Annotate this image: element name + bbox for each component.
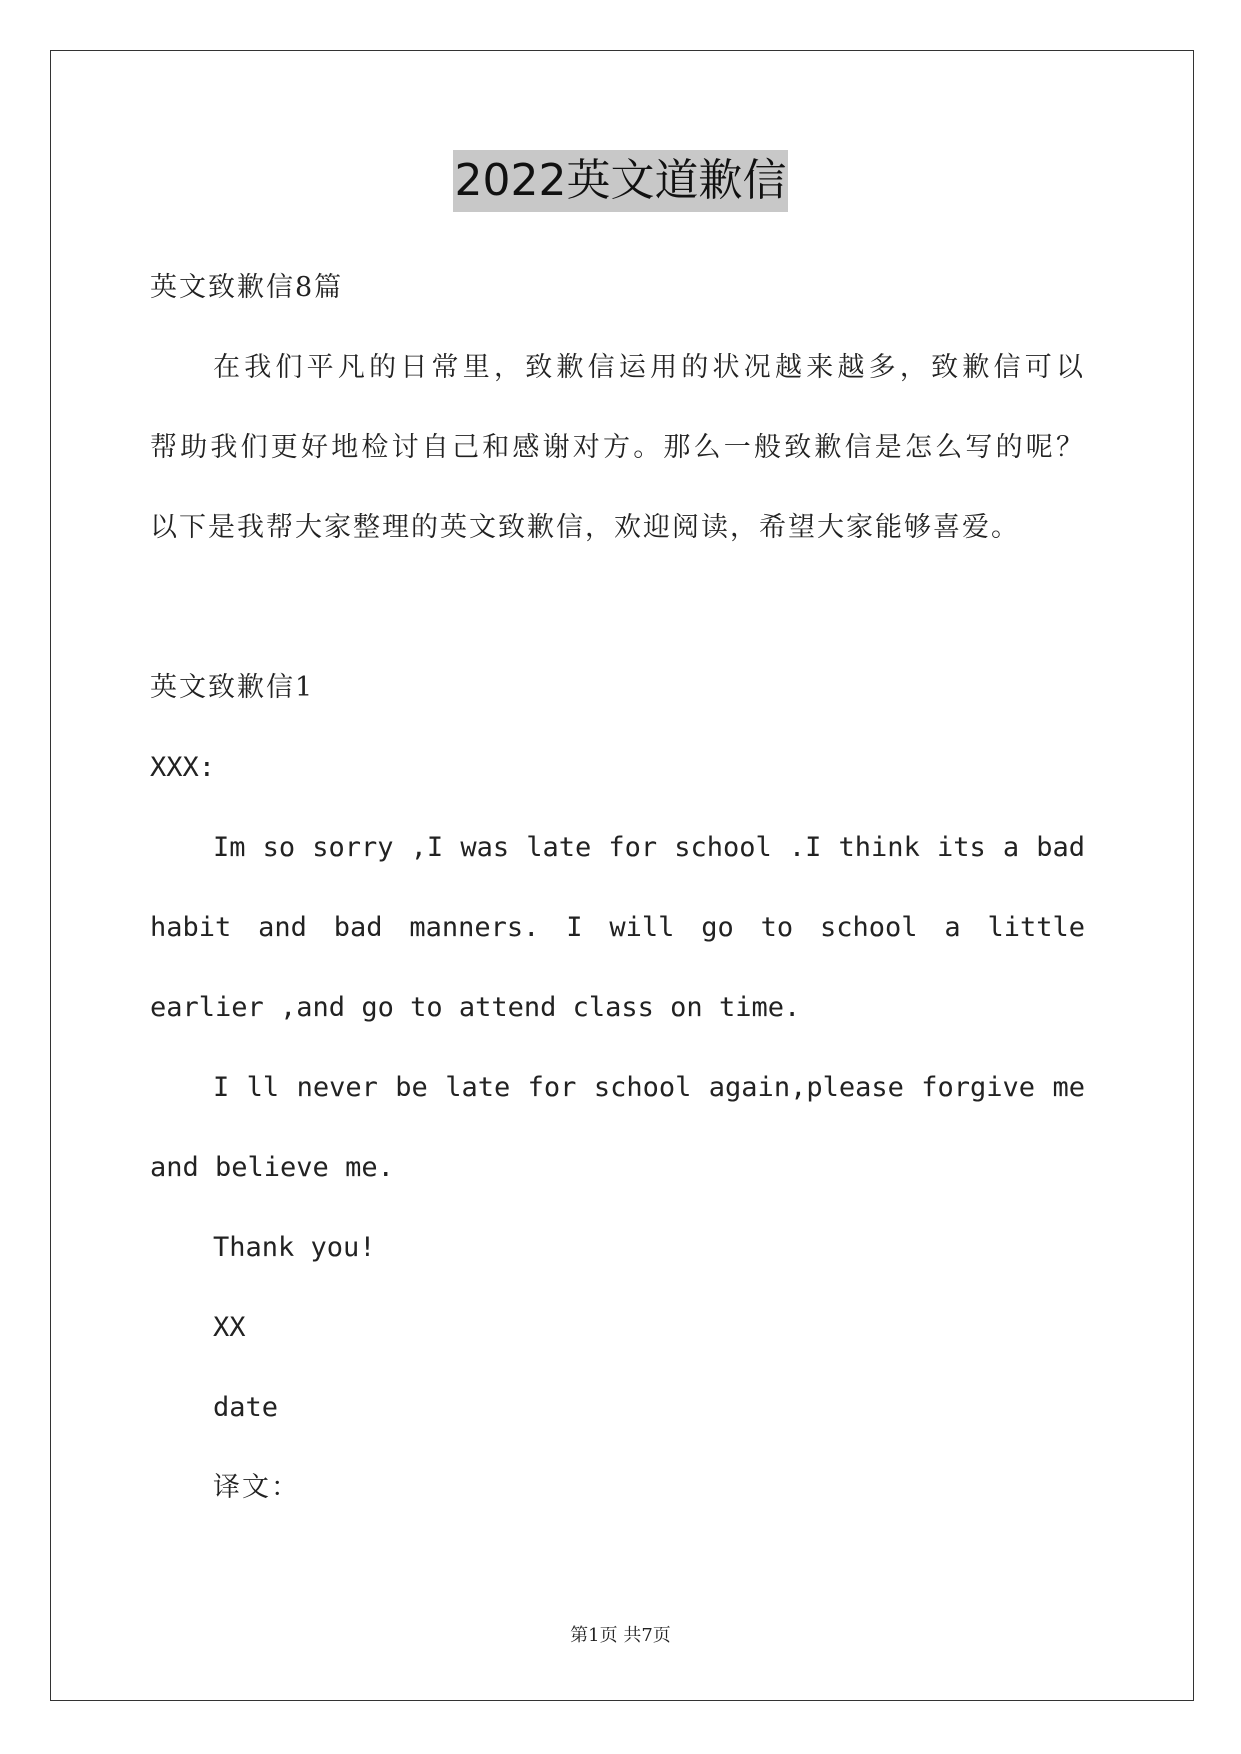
letter-salutation: XXX: — [150, 752, 216, 783]
page-footer: 第1页 共7页 — [570, 1625, 671, 1646]
letter-closing: Thank you! — [213, 1232, 376, 1263]
letter-heading: 英文致歉信1 — [150, 672, 315, 703]
letter-paragraph-2-line-2: and believe me. — [150, 1152, 394, 1183]
title-container — [0, 150, 1241, 212]
letter-paragraph-1-line-1: Im so sorry ,I was late for school .I think its a bad — [213, 832, 1085, 863]
letter-paragraph-1-line-3: earlier ,and go to attend class on time. — [150, 992, 801, 1023]
section-heading: 英文致歉信8篇 — [150, 272, 344, 303]
intro-line-2: 帮助我们更好地检讨自己和感谢对方。那么一般致歉信是怎么写的呢？ — [150, 432, 1085, 463]
intro-line-3: 以下是我帮大家整理的英文致歉信，欢迎阅读，希望大家能够喜爱。 — [150, 512, 1020, 543]
translation-label: 译文： — [213, 1472, 300, 1503]
document-title: 2022英文道歉信 — [453, 150, 789, 212]
letter-paragraph-1-line-2: habit and bad manners. I will go to school a little — [150, 912, 1085, 943]
letter-date: date — [213, 1392, 279, 1423]
intro-line-1: 在我们平凡的日常里，致歉信运用的状况越来越多，致歉信可以 — [213, 352, 1085, 383]
letter-paragraph-2-line-1: I ll never be late for school again,please forgive me — [213, 1072, 1085, 1103]
letter-signature: XX — [213, 1312, 246, 1343]
